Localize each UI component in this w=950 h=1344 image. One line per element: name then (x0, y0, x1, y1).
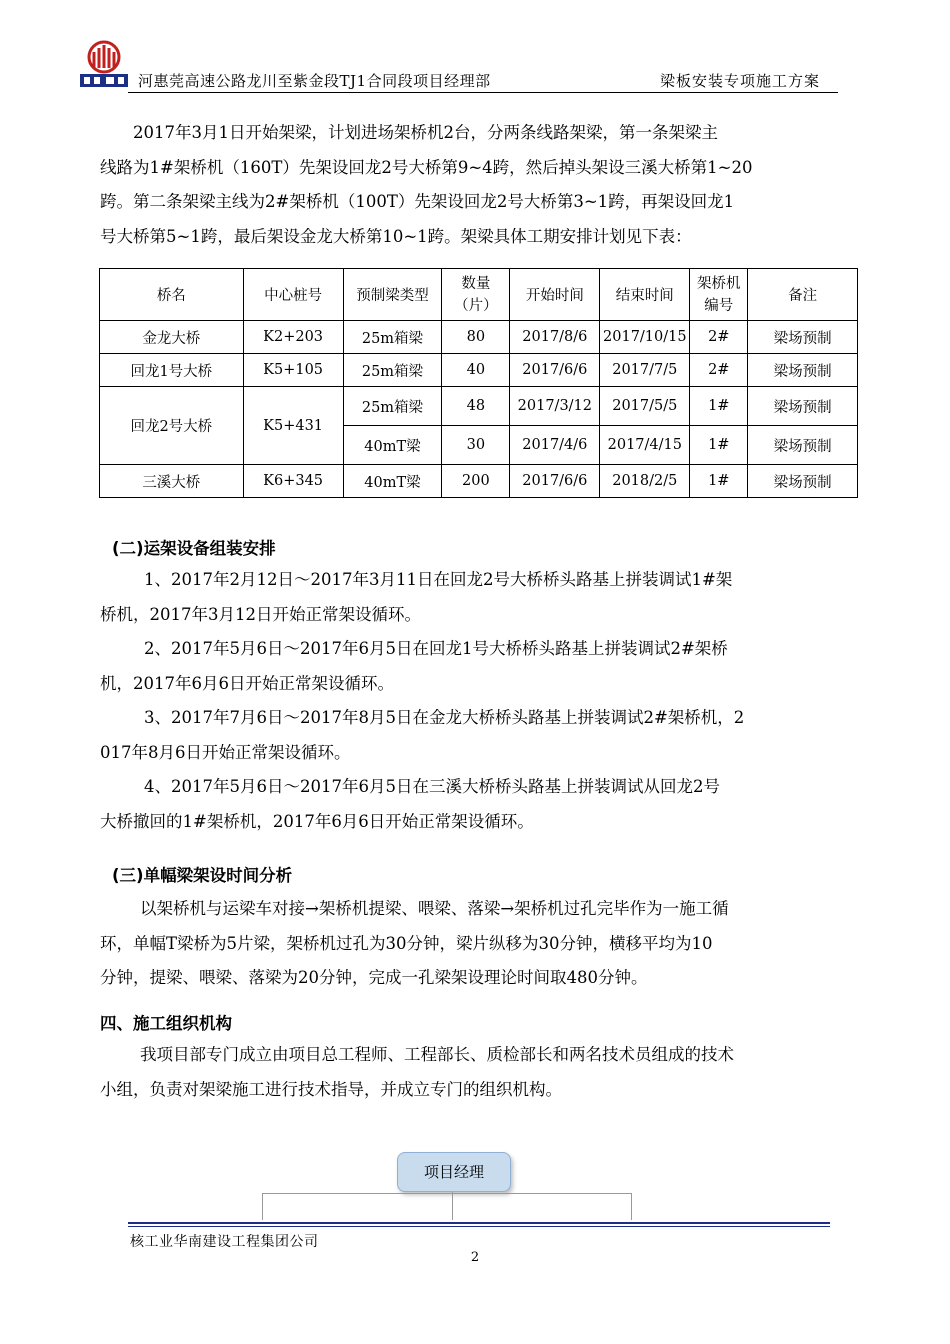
section3-body (100, 892, 838, 996)
cell-machine: 1# (690, 387, 748, 426)
org-connector-left (262, 1193, 263, 1220)
section2-line-5: 3、2017年7月6日～2017年8月5日在金龙大桥桥头路基上拼装调试2#架桥机，2 (144, 708, 745, 727)
section3-line-1: 以架桥机与运梁车对接→架桥机提梁、喂梁、落梁→架桥机过孔完毕作为一施工循 (140, 899, 729, 918)
intro-line-2: 线路为1#架桥机（160T）先架设回龙2号大桥第9~4跨，然后掉头架设三溪大桥第1~20 (100, 157, 753, 177)
org-node-project-manager: 项目经理 (397, 1152, 511, 1192)
cell-qty: 200 (442, 465, 510, 498)
section2-body (100, 563, 838, 839)
org-connector-horizontal (262, 1193, 632, 1194)
section4-line-2: 小组，负责对架梁施工进行技术指导，并成立专门的组织机构。 (100, 1079, 562, 1099)
table-row (100, 387, 858, 426)
company-logo-icon (78, 40, 130, 90)
cell-type: 25m箱梁 (343, 321, 442, 354)
footer-divider-thin (128, 1226, 830, 1227)
cell-machine: 2# (690, 321, 748, 354)
section2-line-4: 机，2017年6月6日开始正常架设循环。 (100, 673, 394, 693)
cell-station: K5+431 (243, 387, 343, 465)
cell-bridge: 回龙2号大桥 (100, 387, 244, 465)
page-header (78, 40, 838, 94)
cell-note: 梁场预制 (748, 426, 858, 465)
cell-start: 2017/6/6 (510, 354, 600, 387)
col-header-bridge: 桥名 (100, 269, 244, 321)
cell-end: 2017/5/5 (600, 387, 690, 426)
cell-station: K6+345 (243, 465, 343, 498)
footer-company: 核工业华南建设工程集团公司 (130, 1234, 319, 1250)
cell-machine: 1# (690, 465, 748, 498)
footer-divider (128, 1222, 830, 1224)
org-connector-right (631, 1193, 632, 1220)
cell-start: 2017/4/6 (510, 426, 600, 465)
cell-note: 梁场预制 (748, 465, 858, 498)
cell-start: 2017/3/12 (510, 387, 600, 426)
section3-line-3: 分钟，提梁、喂梁、落梁为20分钟，完成一孔梁架设理论时间取480分钟。 (100, 968, 648, 987)
col-header-station: 中心桩号 (243, 269, 343, 321)
section4-body (100, 1038, 838, 1107)
section2-line-8: 大桥撤回的1#架桥机，2017年6月6日开始正常架设循环。 (100, 811, 534, 831)
intro-line-4: 号大桥第5~1跨，最后架设金龙大桥第10~1跨。架梁具体工期安排计划见下表： (100, 226, 692, 246)
col-header-note: 备注 (748, 269, 858, 321)
section2-heading: (二)运架设备组装安排 (112, 539, 276, 558)
org-connector-vertical (452, 1192, 453, 1220)
cell-type: 25m箱梁 (343, 354, 442, 387)
cell-end: 2017/10/15 (600, 321, 690, 354)
cell-qty: 40 (442, 354, 510, 387)
table-row (100, 321, 858, 354)
col-header-beam-type: 预制梁类型 (343, 269, 442, 321)
cell-start: 2017/8/6 (510, 321, 600, 354)
section4-heading: 四、施工组织机构 (100, 1014, 232, 1033)
org-chart (0, 1140, 950, 1230)
page-number: 2 (470, 1250, 480, 1265)
cell-note: 梁场预制 (748, 387, 858, 426)
cell-station: K5+105 (243, 354, 343, 387)
cell-note: 梁场预制 (748, 321, 858, 354)
cell-end: 2017/4/15 (600, 426, 690, 465)
table-header-row (100, 269, 858, 321)
cell-station: K2+203 (243, 321, 343, 354)
cell-start: 2017/6/6 (510, 465, 600, 498)
intro-line-3: 跨。第二条架梁主线为2#架桥机（100T）先架设回龙2号大桥第3~1跨，再架设回龙1 (100, 192, 735, 211)
section3-heading: (三)单幅梁架设时间分析 (112, 866, 293, 885)
cell-machine: 1# (690, 426, 748, 465)
section3-line-2: 环，单幅T梁桥为5片梁，架桥机过孔为30分钟，梁片纵移为30分钟，横移平均为10 (100, 933, 713, 953)
col-header-start: 开始时间 (510, 269, 600, 321)
cell-end: 2017/7/5 (600, 354, 690, 387)
cell-type: 40mT梁 (343, 426, 442, 465)
header-divider (128, 92, 838, 93)
schedule-table (99, 268, 858, 498)
col-header-quantity: 数量（片） (442, 269, 510, 321)
cell-type: 25m箱梁 (343, 387, 442, 426)
cell-qty: 48 (442, 387, 510, 426)
cell-note: 梁场预制 (748, 354, 858, 387)
cell-bridge: 三溪大桥 (100, 465, 244, 498)
section4-line-1: 我项目部专门成立由项目总工程师、工程部长、质检部长和两名技术员组成的技术 (140, 1045, 734, 1064)
col-header-end: 结束时间 (600, 269, 690, 321)
section2-line-3: 2、2017年5月6日～2017年6月5日在回龙1号大桥桥头路基上拼装调试2#架桥 (144, 639, 728, 658)
cell-bridge: 金龙大桥 (100, 321, 244, 354)
table-row (100, 465, 858, 498)
table-row (100, 354, 858, 387)
cell-machine: 2# (690, 354, 748, 387)
cell-type: 40mT梁 (343, 465, 442, 498)
cell-bridge: 回龙1号大桥 (100, 354, 244, 387)
section2-line-7: 4、2017年5月6日～2017年6月5日在三溪大桥桥头路基上拼装调试从回龙2号 (144, 777, 720, 796)
section2-line-1: 1、2017年2月12日～2017年3月11日在回龙2号大桥桥头路基上拼装调试1#架 (144, 570, 733, 589)
header-project-name: 河惠莞高速公路龙川至紫金段TJ1合同段项目经理部 (138, 72, 491, 90)
section2-line-6: 017年8月6日开始正常架设循环。 (100, 742, 351, 762)
col-header-machine: 架桥机编号 (690, 269, 748, 321)
section2-line-2: 桥机，2017年3月12日开始正常架设循环。 (100, 604, 421, 624)
cell-qty: 30 (442, 426, 510, 465)
cell-qty: 80 (442, 321, 510, 354)
intro-paragraph (100, 116, 838, 254)
header-document-title: 梁板安装专项施工方案 (659, 72, 820, 90)
cell-end: 2018/2/5 (600, 465, 690, 498)
intro-line-1: 2017年3月1日开始架梁，计划进场架桥机2台，分两条线路架梁，第一条架梁主 (133, 123, 718, 142)
